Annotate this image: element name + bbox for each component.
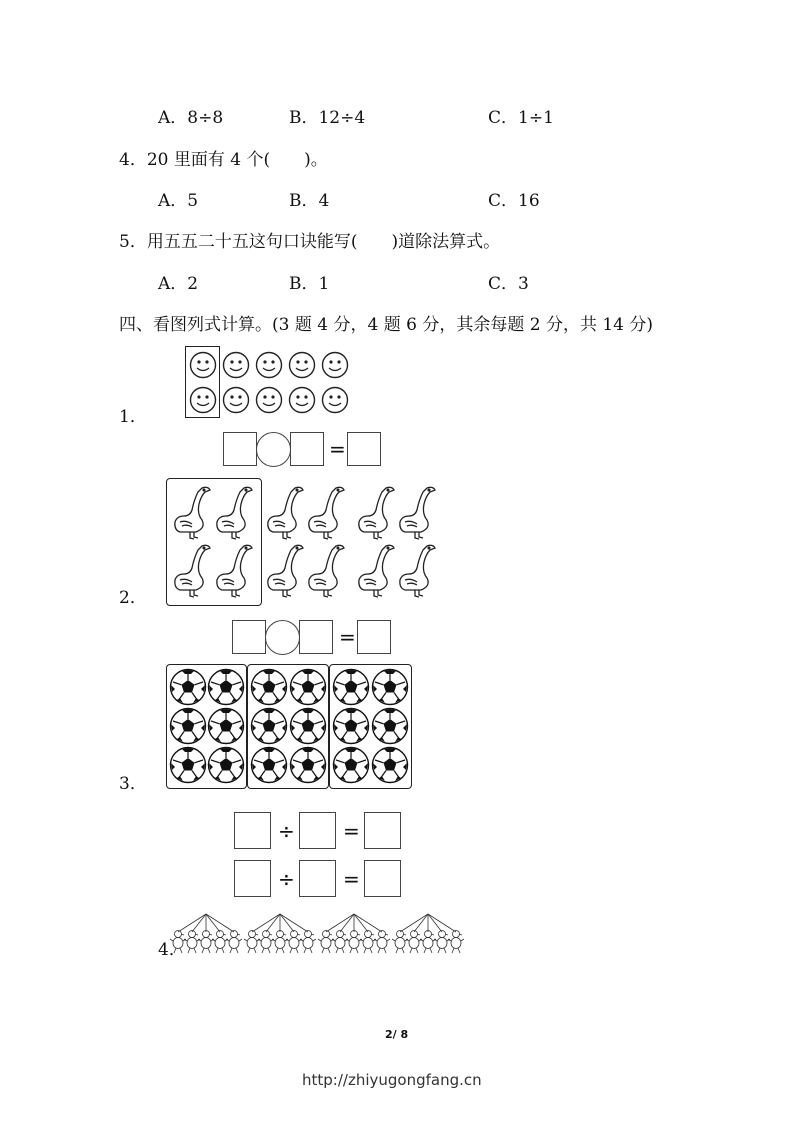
duck-icon <box>300 931 316 954</box>
soccer-ball-icon <box>332 746 370 784</box>
duck-icon <box>212 931 228 954</box>
smiley-face-icon <box>189 351 217 379</box>
goose-icon <box>265 542 307 600</box>
soccer-ball-icon <box>332 668 370 706</box>
answer-box[interactable] <box>364 860 401 897</box>
goose-icon <box>306 484 348 542</box>
operator-circle[interactable] <box>256 432 291 467</box>
duck-icon <box>258 931 274 954</box>
goose-icon <box>306 542 348 600</box>
soccer-ball-icon <box>169 668 207 706</box>
q5-option-b: B．1 <box>289 274 330 294</box>
goose-icon <box>214 542 256 600</box>
answer-box[interactable] <box>364 812 401 849</box>
q4-stem: 4．20 里面有 4 个( )。 <box>119 150 328 170</box>
soccer-ball-icon <box>207 707 245 745</box>
problem4-number: 4． <box>158 940 186 960</box>
duck-icon <box>170 931 186 954</box>
goose-icon <box>397 484 439 542</box>
goose-icon <box>356 484 398 542</box>
soccer-ball-icon <box>250 746 288 784</box>
divide-sign: ÷ <box>278 819 295 843</box>
duck-icon <box>272 931 288 954</box>
duck-group <box>318 914 390 953</box>
q5-option-c: C．3 <box>488 274 529 294</box>
soccer-ball-icon <box>207 668 245 706</box>
soccer-ball-icon <box>371 668 409 706</box>
q4-option-b: B．4 <box>289 191 330 211</box>
soccer-ball-icon <box>371 707 409 745</box>
duck-icon <box>392 931 408 954</box>
duck-icon <box>244 931 260 954</box>
goose-icon <box>172 484 214 542</box>
answer-box[interactable] <box>347 432 381 466</box>
soccer-ball-icon <box>169 746 207 784</box>
equals-sign: = <box>343 819 360 843</box>
soccer-ball-icon <box>371 746 409 784</box>
q3-option-a: A．8÷8 <box>158 108 224 128</box>
answer-box[interactable] <box>223 432 257 466</box>
q5-option-a: A．2 <box>158 274 199 294</box>
smiley-face-icon <box>255 386 283 414</box>
equals-sign: = <box>343 867 360 891</box>
goose-icon <box>265 484 307 542</box>
answer-box[interactable] <box>234 860 271 897</box>
duck-group <box>244 914 316 953</box>
soccer-ball-icon <box>250 668 288 706</box>
q3-option-b: B．12÷4 <box>289 108 366 128</box>
duck-icon <box>406 931 422 954</box>
duck-icon <box>286 931 302 954</box>
smiley-face-icon <box>189 386 217 414</box>
smiley-face-icon <box>288 351 316 379</box>
smiley-face-icon <box>321 351 349 379</box>
problem1-number: 1． <box>119 407 147 427</box>
smiley-face-icon <box>255 351 283 379</box>
section4-heading: 四、看图列式计算。(3 题 4 分，4 题 6 分，其余每题 2 分，共 14 分) <box>119 315 654 335</box>
q4-option-c: C．16 <box>488 191 540 211</box>
soccer-ball-icon <box>207 746 245 784</box>
duck-icon-row <box>170 910 470 960</box>
duck-icon <box>332 931 348 954</box>
equals-sign: = <box>339 625 356 649</box>
duck-group <box>170 914 242 953</box>
smiley-face-icon <box>222 351 250 379</box>
answer-box[interactable] <box>299 812 336 849</box>
duck-icon <box>434 931 450 954</box>
soccer-ball-icon <box>289 707 327 745</box>
soccer-ball-icon <box>250 707 288 745</box>
smiley-face-icon <box>321 386 349 414</box>
answer-box[interactable] <box>290 432 324 466</box>
duck-icon <box>184 931 200 954</box>
duck-icon <box>420 931 436 954</box>
equals-sign: = <box>329 437 346 461</box>
duck-icon <box>198 931 214 954</box>
answer-box[interactable] <box>357 620 391 654</box>
soccer-ball-icon <box>332 707 370 745</box>
problem3-number: 3． <box>119 774 147 794</box>
divide-sign: ÷ <box>278 867 295 891</box>
duck-icon <box>448 931 464 954</box>
duck-icon <box>374 931 390 954</box>
goose-icon <box>397 542 439 600</box>
smiley-face-icon <box>222 386 250 414</box>
problem2-number: 2． <box>119 588 147 608</box>
page-number: 2/ 8 <box>385 1028 409 1041</box>
duck-icon <box>346 931 362 954</box>
soccer-ball-icon <box>289 746 327 784</box>
goose-icon <box>214 484 256 542</box>
answer-box[interactable] <box>299 620 333 654</box>
answer-box[interactable] <box>234 812 271 849</box>
soccer-ball-icon <box>289 668 327 706</box>
q3-option-c: C．1÷1 <box>488 108 554 128</box>
operator-circle[interactable] <box>265 620 300 655</box>
answer-box[interactable] <box>299 860 336 897</box>
answer-box[interactable] <box>232 620 266 654</box>
goose-icon <box>356 542 398 600</box>
q5-stem: 5．用五五二十五这句口诀能写( )道除法算式。 <box>119 232 501 252</box>
duck-group <box>392 914 464 953</box>
smiley-face-icon <box>288 386 316 414</box>
q4-option-a: A．5 <box>158 191 199 211</box>
duck-icon <box>318 931 334 954</box>
source-url: http://zhiyugongfang.cn <box>302 1071 482 1089</box>
duck-icon <box>360 931 376 954</box>
soccer-ball-icon <box>169 707 207 745</box>
goose-icon <box>172 542 214 600</box>
duck-icon <box>226 931 242 954</box>
